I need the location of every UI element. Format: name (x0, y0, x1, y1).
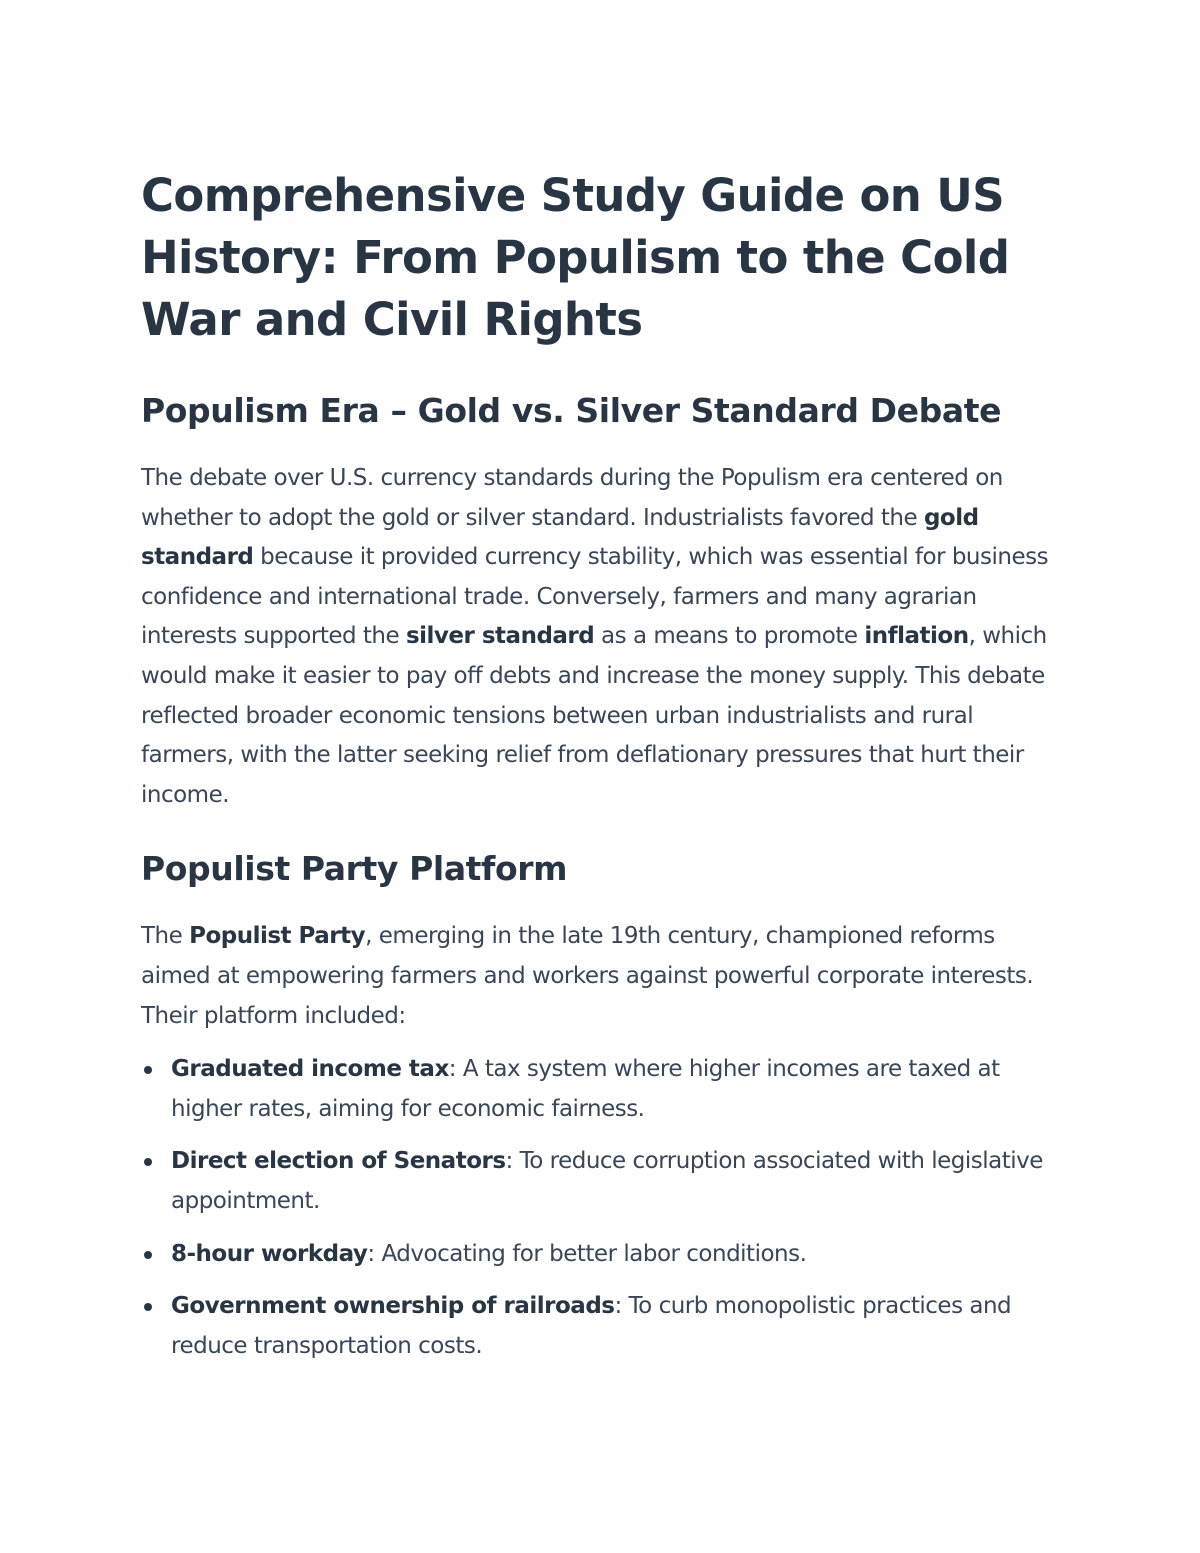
list-item-text: : Advocating for better labor conditions. (367, 1240, 807, 1267)
bullet-icon (144, 1251, 152, 1259)
list-item-term: 8-hour workday (171, 1240, 368, 1267)
paragraph-text: The debate over U.S. currency standards during the Populism era centered on whether to adopt the gold or silver standard. Industrialists favored the (141, 465, 1003, 531)
list-item-text: : To curb monopolistic practices and reduce transportation costs. (171, 1293, 1012, 1359)
list-item-text: : To reduce corruption associated with legislative appointment. (171, 1148, 1043, 1214)
paragraph-text: , emerging in the late 19th century, championed reforms aimed at empowering farmers and workers against powerful corporate interests. Their platform included: (141, 923, 1034, 1029)
bullet-icon (144, 1303, 152, 1311)
section-paragraph-gold-silver (141, 459, 1060, 815)
platform-list (141, 1050, 1060, 1366)
list-item (141, 1050, 1060, 1129)
bold-term: inflation (864, 623, 969, 650)
bold-term: Populist Party (189, 923, 366, 950)
section-heading-populist-platform: Populist Party Platform (141, 849, 568, 889)
document-title: Comprehensive Study Guide on US History: From Populism to the Cold War and Civil Rights (141, 169, 1010, 346)
list-item-term: Government ownership of railroads (171, 1293, 615, 1320)
bold-term: gold standard (141, 504, 979, 571)
bold-term: silver standard (405, 623, 595, 650)
list-item (141, 1142, 1060, 1221)
list-item (141, 1235, 1060, 1275)
section-heading-gold-silver: Populism Era – Gold vs. Silver Standard Debate (141, 391, 1002, 430)
bullet-icon (144, 1158, 152, 1166)
paragraph-text: , which would make it easier to pay off debts and increase the money supply. This debate reflected broader economic tensions between urban industrialists and rural farmers, with the latter seeking relief from deflationary pressures that hurt their income. (141, 623, 1047, 808)
list-item-term: Graduated income tax (171, 1056, 449, 1083)
paragraph-text: because it provided currency stability, which was essential for business confidence and international trade. Conversely, farmers and many agrarian interests supported the (141, 544, 1049, 650)
list-item (141, 1287, 1060, 1366)
paragraph-text: The (141, 923, 190, 950)
paragraph-text: as a means to promote (594, 623, 865, 650)
list-item-term: Direct election of Senators (171, 1148, 506, 1175)
bullet-icon (144, 1066, 152, 1074)
list-item-text: : A tax system where higher incomes are taxed at higher rates, aiming for economic fairness. (171, 1056, 1000, 1122)
section-paragraph-populist-platform (141, 917, 1060, 1036)
